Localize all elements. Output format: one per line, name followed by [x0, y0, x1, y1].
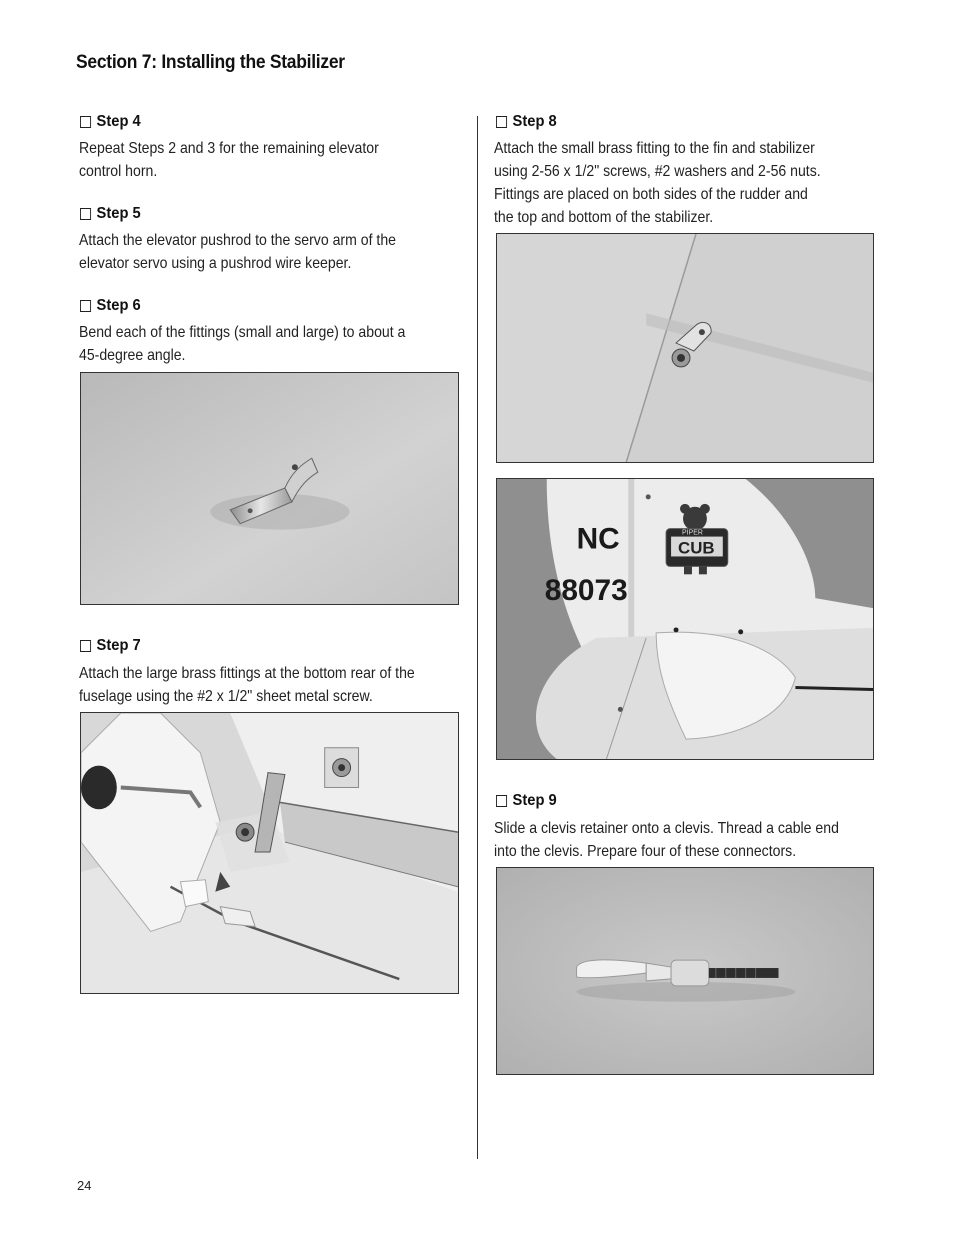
tail-registration-prefix: NC [576, 522, 620, 556]
step-5-text-line-2: elevator servo using a pushrod wire keeper. [79, 255, 352, 272]
step-7-text-line-2: fuselage using the #2 x 1/2" sheet metal screw. [79, 688, 373, 705]
section-title: Section 7: Installing the Stabilizer [76, 52, 345, 73]
page-number: 24 [77, 1178, 92, 1193]
decal-cub-text: CUB [678, 538, 715, 558]
step-8-text-line-2: using 2-56 x 1/2" screws, #2 washers and 2-56 nuts. [494, 163, 821, 180]
step-7-heading [80, 637, 141, 655]
step-9-text-line-1: Slide a clevis retainer onto a clevis. Thread a cable end [494, 820, 839, 837]
step-7-text [79, 662, 415, 708]
photo-clevis-connector [496, 867, 874, 1075]
step-4-heading [80, 113, 141, 131]
step-6-label: Step 6 [96, 297, 141, 314]
step-4-text-line-2: control horn. [79, 163, 158, 180]
decal-piper-text: PIPER [682, 529, 703, 537]
step-5-text-line-1: Attach the elevator pushrod to the servo arm of the [79, 232, 396, 249]
step-7-label: Step 7 [96, 637, 141, 654]
photo-bent-fitting [80, 372, 459, 605]
step-9-heading [496, 792, 557, 810]
step-4-label: Step 4 [96, 113, 141, 130]
step-6-text [79, 321, 405, 367]
step-8-heading [496, 113, 557, 131]
step-8-text-line-1: Attach the small brass fitting to the fin and stabilizer [494, 140, 815, 157]
step-4-text [79, 137, 379, 183]
step-8-text-line-3: Fittings are placed on both sides of the rudder and [494, 186, 808, 203]
step-7-checkbox[interactable] [80, 640, 91, 652]
step-5-checkbox[interactable] [80, 208, 91, 220]
photo-tail-assembly [496, 478, 874, 760]
step-5-heading [80, 205, 141, 223]
step-9-checkbox[interactable] [496, 795, 507, 807]
step-9-text-line-2: into the clevis. Prepare four of these connectors. [494, 843, 797, 860]
step-6-text-line-2: 45-degree angle. [79, 347, 186, 364]
column-divider [477, 116, 478, 1159]
step-9-text [494, 817, 839, 863]
photo-fuselage-fittings [80, 712, 459, 994]
step-5-label: Step 5 [96, 205, 141, 222]
step-5-text [79, 229, 396, 275]
step-8-label: Step 8 [512, 113, 557, 130]
step-4-checkbox[interactable] [80, 116, 91, 128]
step-8-text [494, 137, 821, 229]
step-4-text-line-1: Repeat Steps 2 and 3 for the remaining elevator [79, 140, 379, 157]
step-8-checkbox[interactable] [496, 116, 507, 128]
tail-registration-number: 88073 [544, 574, 628, 608]
photo-fin-fitting [496, 233, 874, 463]
step-9-label: Step 9 [512, 792, 557, 809]
step-6-text-line-1: Bend each of the fittings (small and large) to about a [79, 324, 406, 341]
step-6-checkbox[interactable] [80, 300, 91, 312]
step-7-text-line-1: Attach the large brass fittings at the bottom rear of the [79, 665, 415, 682]
step-6-heading [80, 297, 141, 315]
step-8-text-line-4: the top and bottom of the stabilizer. [494, 209, 714, 226]
